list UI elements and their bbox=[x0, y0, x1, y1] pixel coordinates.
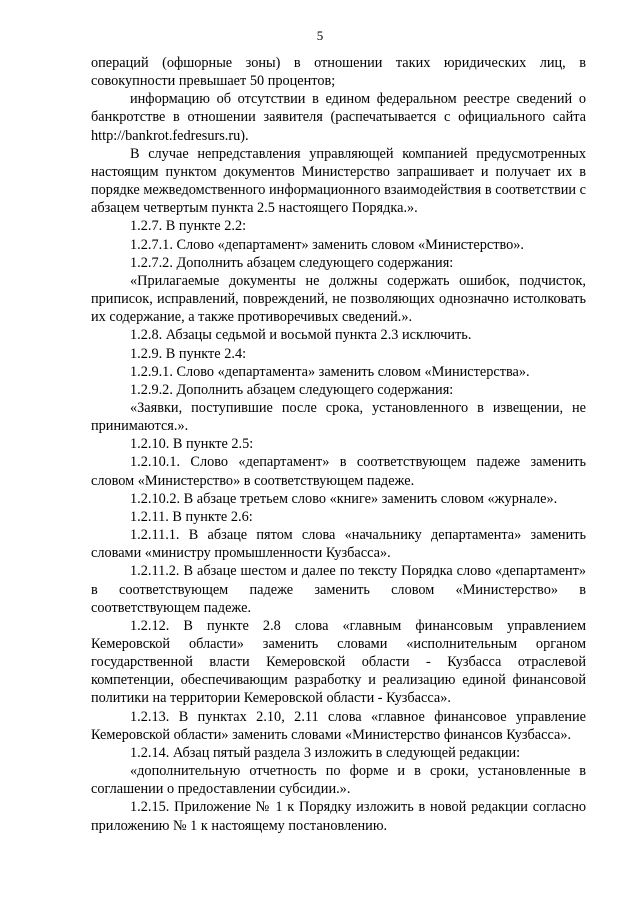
paragraph-1-2-11-2: 1.2.11.2. В абзаце шестом и далее по тексту Порядка слово «департамент» в соответствующем падеже заменить словом «Министерство» в соответствующем падеже. bbox=[91, 563, 586, 616]
paragraph-1-2-15: 1.2.15. Приложение № 1 к Порядку изложить в новой редакции согласно приложению № 1 к настоящему постановлению. bbox=[91, 799, 586, 834]
paragraph-1-2-11: 1.2.11. В пункте 2.6: bbox=[130, 508, 253, 525]
page-number: 5 bbox=[316, 28, 324, 43]
paragraph-1-2-10: 1.2.10. В пункте 2.5: bbox=[130, 436, 254, 453]
paragraph-late-applications: «Заявки, поступившие после срока, установленного в извещении, не принимаются.». bbox=[91, 399, 586, 435]
paragraph-1-2-10-1: 1.2.10.1. Слово «департамент» в соответствующем падеже заменить словом «Министерство» в соответствующем падеже. bbox=[91, 454, 586, 489]
paragraph-1-2-10-2: 1.2.10.2. В абзаце третьем слово «книге» заменить словом «журнале». bbox=[130, 490, 558, 507]
paragraph-interdepartmental-request: В случае непредставления управляющей компанией предусмотренных настоящим пунктом документов Министерство запрашивает и получает их в порядке межведомственного информационного взаимодействия в соответствии с абзацем четвертым пункта 2.5 настоящего Порядка.». bbox=[91, 145, 586, 217]
paragraph-1-2-11-1: 1.2.11.1. В абзаце пятом слова «начальнику департамента» заменить словами «министру промышленности Кузбасса». bbox=[91, 527, 586, 562]
paragraph-1-2-14: 1.2.14. Абзац пятый раздела 3 изложить в следующей редакции: bbox=[130, 744, 521, 761]
paragraph-1-2-12: 1.2.12. В пункте 2.8 слова «главным финансовым управлением Кемеровской области» заменить словами «исполнительным органом государственной власти Кемеровской области - Кузбасса отраслевой компетенции, обеспечивающим разработку и реализацию единой финансовой политики на территории Кемеровской области - Кузбасса». bbox=[91, 617, 586, 707]
paragraph-1-2-7-2: 1.2.7.2. Дополнить абзацем следующего содержания: bbox=[130, 254, 454, 271]
paragraph-bankruptcy-info: информацию об отсутствии в едином федеральном реестре сведений о банкротстве в отношении заявителя (распечатывается с официального сайта http://bankrot.fedresurs.ru). bbox=[91, 91, 586, 144]
paragraph-1-2-9-1: 1.2.9.1. Слово «департамента» заменить словом «Министерства». bbox=[130, 363, 530, 380]
paragraph-offshore-continuation: операций (офшорные зоны) в отношении таких юридических лиц, в совокупности превышает 50 процентов; bbox=[91, 55, 586, 90]
paragraph-1-2-9-2: 1.2.9.2. Дополнить абзацем следующего содержания: bbox=[130, 381, 454, 398]
document-body bbox=[91, 54, 586, 835]
paragraph-1-2-7: 1.2.7. В пункте 2.2: bbox=[130, 218, 247, 235]
paragraph-1-2-8: 1.2.8. Абзацы седьмой и восьмой пункта 2.3 исключить. bbox=[130, 327, 472, 344]
paragraph-additional-reporting: «дополнительную отчетность по форме и в сроки, установленные в соглашении о предоставлении субсидии.». bbox=[91, 763, 586, 798]
paragraph-1-2-9: 1.2.9. В пункте 2.4: bbox=[130, 345, 247, 362]
paragraph-1-2-13: 1.2.13. В пунктах 2.10, 2.11 слова «главное финансовое управление Кемеровской области» заменить словами «Министерство финансов Кузбасса». bbox=[91, 708, 586, 743]
paragraph-documents-requirements: «Прилагаемые документы не должны содержать ошибок, подчисток, приписок, исправлений, повреждений, не позволяющих однозначно истолковать их содержание, а также противоречивых сведений.». bbox=[91, 272, 586, 326]
paragraph-1-2-7-1: 1.2.7.1. Слово «департамент» заменить словом «Министерство». bbox=[130, 236, 524, 253]
